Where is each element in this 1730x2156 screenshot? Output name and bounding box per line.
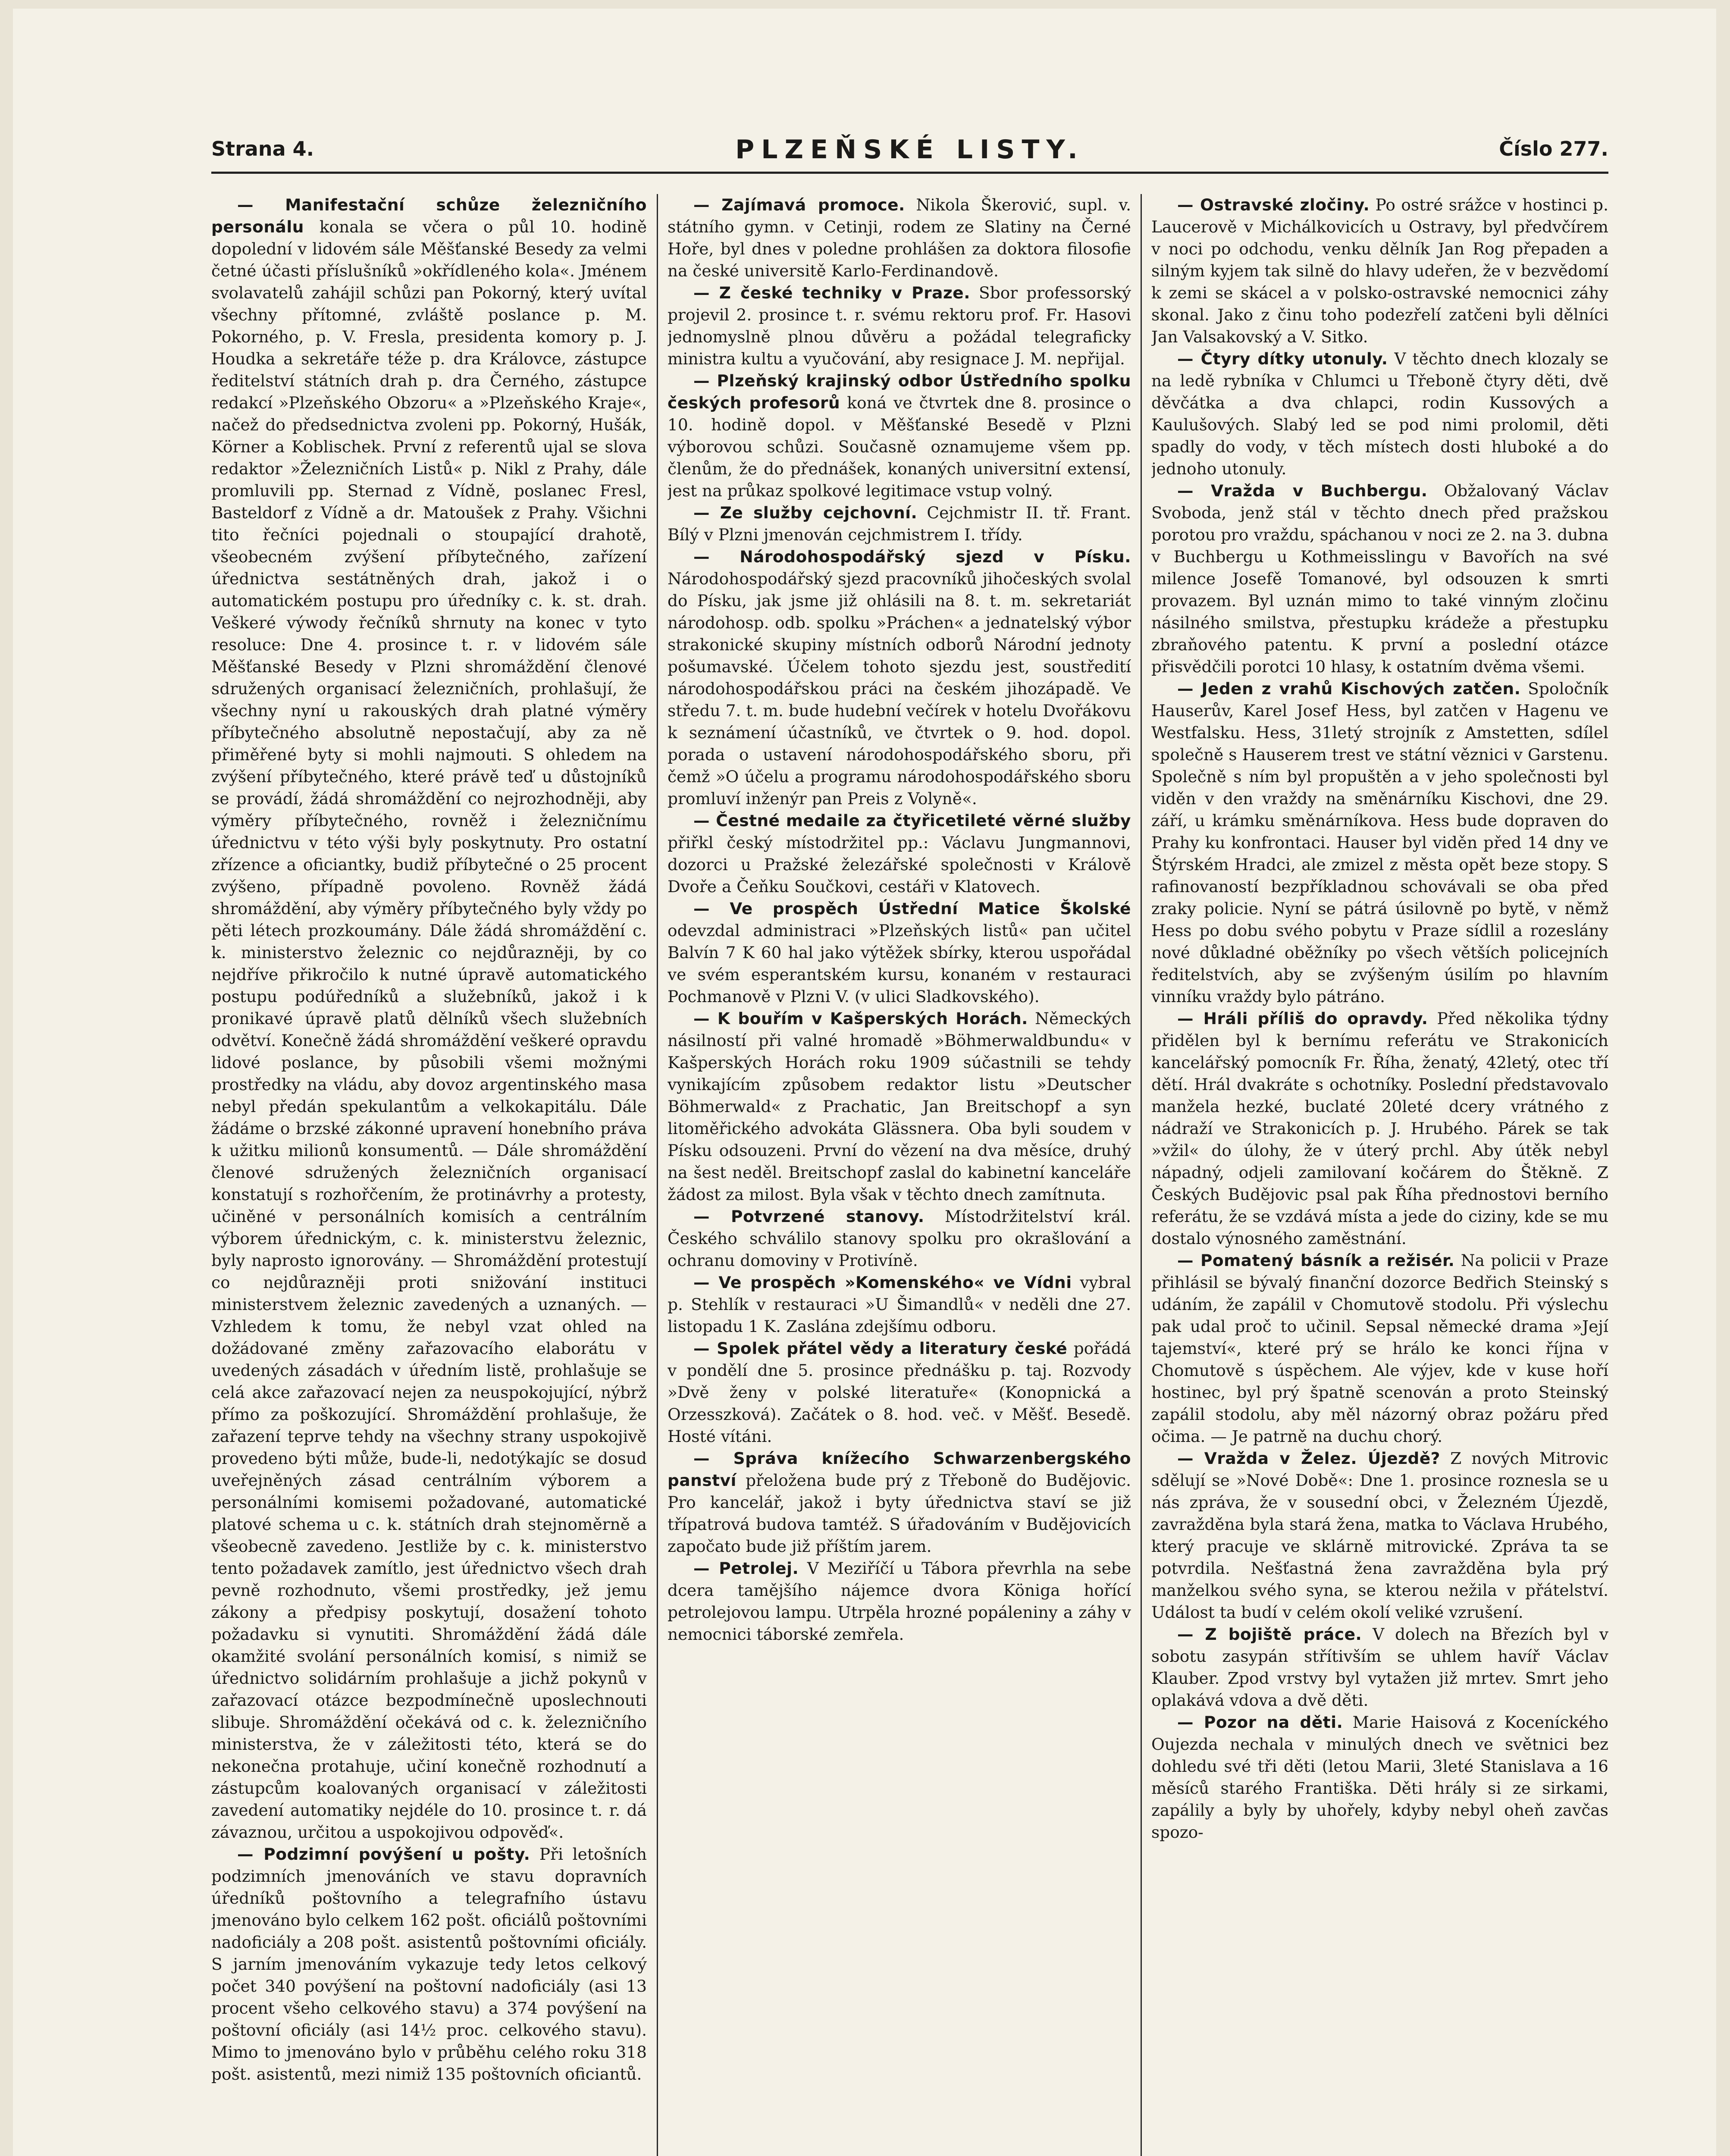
article-text: vybral p. Stehlík v restauraci »U Šimandlů« v neděli dne 27. listopadu 1 K. Zaslána zdejšímu odboru. (668, 1273, 1131, 1336)
article (668, 502, 1131, 546)
article-text: Před několika týdny přidělen byl k bernímu referátu ve Strakonicích kancelářský pomocník Fr. Říha, ženatý, 42letý, otec tří dětí. Hrál dvakráte s ochotníky. Poslední představovalo manžela hezké, buclaté 20leté dcery vrátného z nádraží ve Strakonicích p. J. Hrubého. Párek se tak »vžil« do úlohy, že v úterý prchl. Aby útěk nebyl nápadný, odjeli zamilovaní kočárem do Štěkně. Z Českých Budějovic psal pak Říha přednostovi berního referátu, že se vzdává místa a jede do ciziny, kde se mu dostalo výnosného zaměstnání. (1151, 1009, 1608, 1248)
article (1151, 1711, 1608, 1843)
column-1 (211, 194, 647, 2156)
article-headline: — Podzimní povýšení u pošty. (237, 1845, 530, 1864)
article-headline: — Zajímavá promoce. (693, 195, 905, 214)
article (668, 810, 1131, 898)
article-text: Z nových Mitrovic sdělují se »Nové Době«: Dne 1. prosince roznesla se u nás zpráva, že v sousední obci, v Železném Újezdě, zavražděna byla stará žena, matka to Václava Hrubého, který pracuje ve sklárně mitrovické. Zpráva ta se potvrdila. Nešťastná žena zavražděna byla prý manželkou svého syna, se kterou nežila v přátelství. Událost ta budí v celém okolí veliké vzrušení. (1151, 1449, 1608, 1622)
article-text: Marie Haisová z Koceníckého Oujezda nechala v minulých dnech ve světnici bez dohledu své tři děti (letou Marii, 3leté Stanislava a 16 měsíců starého Františka. Děti hrály si ze sirkami, zapálily a byly by uhořely, kdyby nebyl oheň zavčas spozo- (1151, 1713, 1608, 1842)
article (1151, 1623, 1608, 1711)
article-text: Na policii v Praze přihlásil se bývalý finanční dozorce Bedřich Steinský s udáním, že zapálil v Chomutově stodolu. Při výslechu pak udal proč to učinil. Sepsal německé drama »Její tajemství«, které prý se hrálo ke konci října v Chomutově s úspěchem. Ale výjev, kde v kuse hoří hostinec, byl prý špatně scenován a proto Steinský zapálil stodolu, aby měl názorný obraz požáru před očima. — Je patrně na duchu chorý. (1151, 1251, 1608, 1446)
article (668, 1008, 1131, 1206)
article-text: V těchto dnech klozaly se na ledě rybníka v Chlumci u Třeboně čtyry děti, dvě děvčátka a dva chlapci, rodin Kussových a Kaulušových. Slabý led se pod nimi prolomil, děti spadly do vody, v těch místech dosti hluboké a do jednoho utonuly. (1151, 349, 1608, 478)
article-text: Národohospodářský sjezd pracovníků jihočeských svolal do Písku, jak jsme již ohlásili na 8. t. m. sekretariát národohosp. odb. spolku »Práchen« a jednatelský výbor strakonické skupiny místních odborů Národní jednoty pošumavské. Účelem tohoto sjezdu jest, soustředití národohospodářskou práci na českém jihozápadě. Ve středu 7. t. m. bude hudební večírek v hotelu Dvořákovu k seznámení účastníků, ve čtvrtek o 9. hod. dopol. porada o ustavení národohospodářského sboru, při čemž »O účelu a programu národohospodářského sboru promluví inženýr pan Preis z Volyně«. (668, 569, 1131, 808)
article-headline: — Manifestační schůze železničního personálu (211, 195, 647, 236)
issue-number: Číslo 277. (1499, 137, 1608, 160)
article-text: Cejchmistr II. tř. Frant. Bílý v Plzni jmenován cejchmistrem I. třídy. (668, 503, 1131, 544)
article-text: Sbor professorský projevil 2. prosince t. r. svému rektoru prof. Fr. Hasovi jednomyslně plnou důvěru a požádal telegraficky ministra kultu a vyučování, aby resignace J. M. nepřijal. (668, 283, 1131, 368)
article-headline: — Z české techniky v Praze. (693, 283, 970, 302)
article (1151, 1448, 1608, 1623)
article-text: Při letošních podzimních jmenováních ve stavu dopravních úředníků poštovního a telegrafního ústavu jmenováno bylo celkem 162 pošt. oficiálů poštovními nadoficiály a 208 pošt. asistentů poštovními oficiály. S jarním jmenováním vykazuje tedy letos celkový počet 340 povýšení na poštovní nadoficiály (asi 13 procent všeho celkového stavu) a 374 povýšení na poštovní oficiály (asi 14½ proc. celkového stavu). Mimo to jmenováno bylo v průběhu celého roku 318 pošt. asistentů, mezi nimiž 135 poštovních oficiantů. (211, 1845, 647, 2084)
article-text: koná ve čtvrtek dne 8. prosince o 10. hodině dopol. v Měšťanské Besedě v Plzni výborovou schůzi. Současně oznamujeme všem pp. členům, že do přednášek, konaných universitní extensí, jest na průkaz spolkové legitimace vstup volný. (668, 393, 1131, 500)
article (211, 194, 647, 1843)
article-headline: — Petrolej. (693, 1559, 799, 1578)
article (668, 1448, 1131, 1557)
article-text: Místodržitelství král. Českého schválilo stanovy spolku pro okrašlování a ochranu domoviny v Protivíně. (668, 1207, 1131, 1270)
article-headline: — Pozor na děti. (1177, 1713, 1343, 1732)
article-headline: — Spolek přátel vědy a literatury české (693, 1339, 1068, 1358)
article (1151, 678, 1608, 1008)
article-headline: — Pomatený básník a režisér. (1177, 1251, 1455, 1270)
article-text: V dolech na Březích byl v sobotu zasypán střítivším se uhlem havíř Václav Klauber. Zpod vrstvy byl vytažen již mrtev. Smrt jeho oplakává vdova a dvě děti. (1151, 1625, 1608, 1710)
article (668, 898, 1131, 1008)
article-headline: — Z bojiště práce. (1177, 1625, 1362, 1644)
article-headline: — Národohospodářský sjezd v Písku. (693, 547, 1131, 566)
article-text: Po ostré srážce v hostinci p. Laucerově v Michálkovicích u Ostravy, byl předvčírem v noci po odchodu, venku dělník Jan Rog přepaden a silným kyjem tak silně do hlavy udeřen, že v bezvědomí k zemi se skácel a v polsko-ostravské nemocnici záhy skonal. Jako z činu toho podezřelí zatčeni byli dělníci Jan Valsakovský a V. Sitko. (1151, 195, 1608, 346)
article-headline: — Jeden z vrahů Kischových zatčen. (1177, 679, 1521, 698)
article (211, 1843, 647, 2085)
article-headline: — Hráli příliš do opravdy. (1177, 1009, 1428, 1028)
article-headline: — Ve prospěch »Komenského« ve Vídni (693, 1273, 1072, 1292)
article-headline: — Vražda v Buchbergu. (1177, 481, 1428, 500)
article (1151, 194, 1608, 348)
article-headline: — Správa knížecího Schwarzenbergského panství (668, 1449, 1131, 1490)
article (1151, 348, 1608, 480)
header-rule (211, 172, 1608, 174)
article-text: Obžalovaný Václav Svoboda, jenž stál v těchto dnech před pražskou porotou pro vraždu, spáchanou v noci ze 2. na 3. dubna v Buchbergu u Kothmeisslingu v Bavořích na své milence Josefě Tomanové, byl odsouzen k smrti provazem. Byl uznán mimo to také vinným zločinu násilného smilstva, přestupku krádeže a přestupku zbraňového patentu. K první a poslední otázce přisvědčili porotci 10 hlasy, k ostatním dvěma všemi. (1151, 481, 1608, 676)
article-headline: — Ve prospěch Ústřední Matice Školské (693, 899, 1131, 918)
page-number: Strana 4. (211, 137, 314, 160)
article-headline: — Ze služby cejchovní. (693, 503, 918, 522)
article (1151, 1008, 1608, 1250)
article (1151, 1250, 1608, 1448)
article (668, 370, 1131, 502)
newspaper-title: PLZEŇSKÉ LISTY. (735, 135, 1084, 165)
article-headline: — Čtyry dítky utonuly. (1177, 349, 1388, 368)
article-text: Nikola Škerović, supl. v. státního gymn. v Cetinji, rodem ze Slatiny na Černé Hoře, byl dnes v poledne prohlášen za doktora filosofie na české universitě Karlo-Ferdinandově. (668, 195, 1131, 280)
article (668, 1272, 1131, 1338)
article-headline: — Vražda v Želez. Újezdě? (1177, 1449, 1441, 1468)
article-headline: — Ostravské zločiny. (1177, 195, 1370, 214)
article (668, 282, 1131, 370)
article-headline: — K bouřím v Kašperských Horách. (693, 1009, 1028, 1028)
article (668, 1557, 1131, 1645)
article-headline: — Plzeňský krajinský odbor Ústředního spolku českých profesorů (668, 371, 1131, 412)
article-text: Německých násilností při valné hromadě »Böhmerwaldbundu« v Kašperských Horách roku 1909 súčastnili se tehdy vynikajícím způsobem redaktor listu »Deutscher Böhmerwald« z Prachatic, Jan Breitschopf a syn litoměřického advokáta Glässnera. Oba byli soudem v Písku odsouzeni. První do vězení na dva měsíce, druhý na šest neděl. Breitschopf zaslal do kabinetní kanceláře žádost za milost. Byla však v těchto dnech zamítnuta. (668, 1009, 1131, 1204)
article (668, 1338, 1131, 1448)
article-text: odevzdal administraci »Plzeňských listů« pan učitel Balvín 7 K 60 hal jako výtěžek sbírky, kterou uspořádal ve svém esperantském kursu, konaném v restauraci Pochmanově v Plzni V. (v ulici Sladkovského). (668, 921, 1131, 1006)
article-text: pořádá v pondělí dne 5. prosince přednášku p. taj. Rozvody »Dvě ženy v polské literatuře« (Konopnická a Orzesszková). Začátek o 8. hod. več. v Měšť. Besedě. Hosté vítáni. (668, 1339, 1131, 1446)
article-headline: — Potvrzené stanovy. (693, 1207, 925, 1226)
article (668, 194, 1131, 282)
article-text: konala se včera o půl 10. hodině dopolední v lidovém sále Měšťanské Besedy za velmi četné účasti příslušníků »okřídleného kola«. Jménem svolavatelů zahájil schůzi pan Pokorný, který uvítal všechny přítomné, zvláště poslance p. M. Pokorného, p. V. Fresla, presidenta komory p. J. Houdka a sekretáře téže p. dra Královce, zástupce ředitelství státních drah p. dra Černého, zástupce redakcí »Plzeňského Obzoru« a »Plzeňského Kraje«, načež do předsednictva zvoleni pp. Pokorný, Hušák, Körner a Koblischek. První z referentů ujal se slova redaktor »Železničních Listů« p. Nikl z Prahy, dále promluvili pp. Sternad z Vídně, poslanec Fresl, Basteldorf z Vídně a dr. Matoušek z Prahy. Všichni tito řečníci pojednali o stoupající drahotě, všeobecném zvýšení příbytečného, zařízení úřednictva sestátněných drah, jakož i o automatickém postupu pro úředníky c. k. st. drah. Veškeré výwody řečníků shrnuty na konec v tyto resoluce: Dne 4. prosince t. r. v lidovém sále Měšťanské Besedy v Plzni shromáždění členové sdružených organisací železničních, prohlašují, že všechny nyní u rakouských drah platné výměry příbytečného absolutně nepostačují, aby za ně přiměřené byty si mohli najmouti. S ohledem na zvýšení příbytečného, které právě teď u důstojníků se provádí, žádá shromáždění co nejrozhodněji, aby výměry příbytečného, rovněž i železničnímu úřednictvu v této výši byly poskytnuty. Pro ostatní zřízence a oficiantky, budiž příbytečné o 25 procent zvýšeno, případně povoleno. Rovněž žádá shromáždění, aby výměry příbytečného byly vždy po pěti létech prozkoumány. Dále žádá shromáždění c. k. ministerstvo železnic co nejdůrazněji, by co nejdříve přikročilo k nutné úpravě automatického postupu podúředníků a služebníků, jakož i k pronikavé úpravě platů dělníků všech služebních odvětví. Konečně žádá shromáždění veškeré opravdu lidové poslance, by působili všemi možnými prostředky na vládu, aby dovoz argentinského masa nebyl předán spekulantům a velkokapitálu. Dále žádáme o brzské zákonné upravení honebního práva k užitku milionů konsumentů. — Dále shromáždění členové sdružených železničních organisací konstatují s rozhořčením, že protinávrhy a protesty, učiněné v personálních komisích a centrálním výborem úřednickým, c. k. ministerstvu železnic, byly naprosto ignorovány. — Shromáždění protestují co nejdůrazněji proti snižování instituci ministerstvem železnic zavedených a uznaných. — Vzhledem k tomu, že nebyl vzat ohled na dožádované změny zařazovacího elaborátu v uvedených zásadách v úředním listě, prohlašuje se celá akce zařazovací nejen za neuspokojující, nýbrž přímo za poškozující. Shromáždění prohlašuje, že zařazení teprve tehdy na všechny strany uspokojivě provedeno býti může, bude-li, nedotýkajíc se dosud uveřejněných zásad centrálním výborem a personálními komisemi požadované, automatické platové schema u c. k. státních drah stejnoměrně a všeobecně zavedeno. Jestliže by c. k. ministerstvo tento požadavek zamítlo, jest úřednictvo všech drah pevně rozhodnuto, všemi prostředky, jež jemu zákony a předpisy poskytují, dosažení tohoto požadavku si vynutiti. Shromáždění žádá dále okamžité svolání personálních komisí, s nimiž se úřednictvo solidárním prohlašuje a jichž pokynů v zařazovací otázce bezpodmínečně uposlechnouti slibuje. Shromáždění očekává od c. k. železničního ministerstva, že v záležitosti této, která se do nekonečna protahuje, učiní konečně rozhodnutí a zástupcům koalovaných organisací v záležitosti zavedení automatiky nejdéle do 10. prosince t. r. dá závaznou, určitou a uspokojivou odpověď«. (211, 217, 647, 1842)
article-headline: — Čestné medaile za čtyřicetileté věrné služby (693, 811, 1131, 830)
column-divider (1141, 194, 1142, 2156)
column-3 (1151, 194, 1608, 2156)
column-divider (657, 194, 658, 2156)
article (668, 546, 1131, 810)
column-2 (668, 194, 1131, 2156)
article-text: přiřkl český místodržitel pp.: Václavu Jungmannovi, dozorci u Pražské železářské společnosti v Králově Dvoře a Čeňku Součkovi, cestáři v Klatovech. (668, 833, 1131, 896)
article (1151, 480, 1608, 678)
article (668, 1206, 1131, 1272)
article-text: V Meziříčí u Tábora převrhla na sebe dcera tamějšího nájemce dvora Königa hořící petrolejovou lampu. Utrpěla hrozné popáleniny a záhy v nemocnici táborské zemřela. (668, 1559, 1131, 1644)
page-header (211, 137, 1608, 167)
article-text: Spoločník Hauserův, Karel Josef Hess, byl zatčen v Hagenu ve Westfalsku. Hess, 31letý strojník z Amstetten, sdílel společně s Hauserem trest ve státní věznici v Garstenu. Společně s ním byl propuštěn a v jeho společnosti byl viděn v den vraždy na směnárníku Kischovi, dne 29. září, u krámku směnárníkova. Hess bude dopraven do Prahy ku konfrontaci. Hauser byl viděn před 14 dny ve Štýrském Hradci, ale zmizel z města opět beze stopy. S rafinovaností bezpříkladnou schovávali se oba před zraky policie. Nyní se pátrá úsilovně po bytě, v němž Hess po dobu svého pobytu v Praze sídlil a rozeslány nové důkladné oběžníky po všech větších policejních ředitelstvích, aby se zvýšeným úsilím po hlavním vinníku vraždy bylo pátráno. (1151, 679, 1608, 1006)
article-text: přeložena bude prý z Třeboně do Budějovic. Pro kancelář, jakož i byty úřednictva staví se již třípatrová budova tamtéž. S úřadováním v Budějovicích započato bude již příštím jarem. (668, 1471, 1131, 1556)
